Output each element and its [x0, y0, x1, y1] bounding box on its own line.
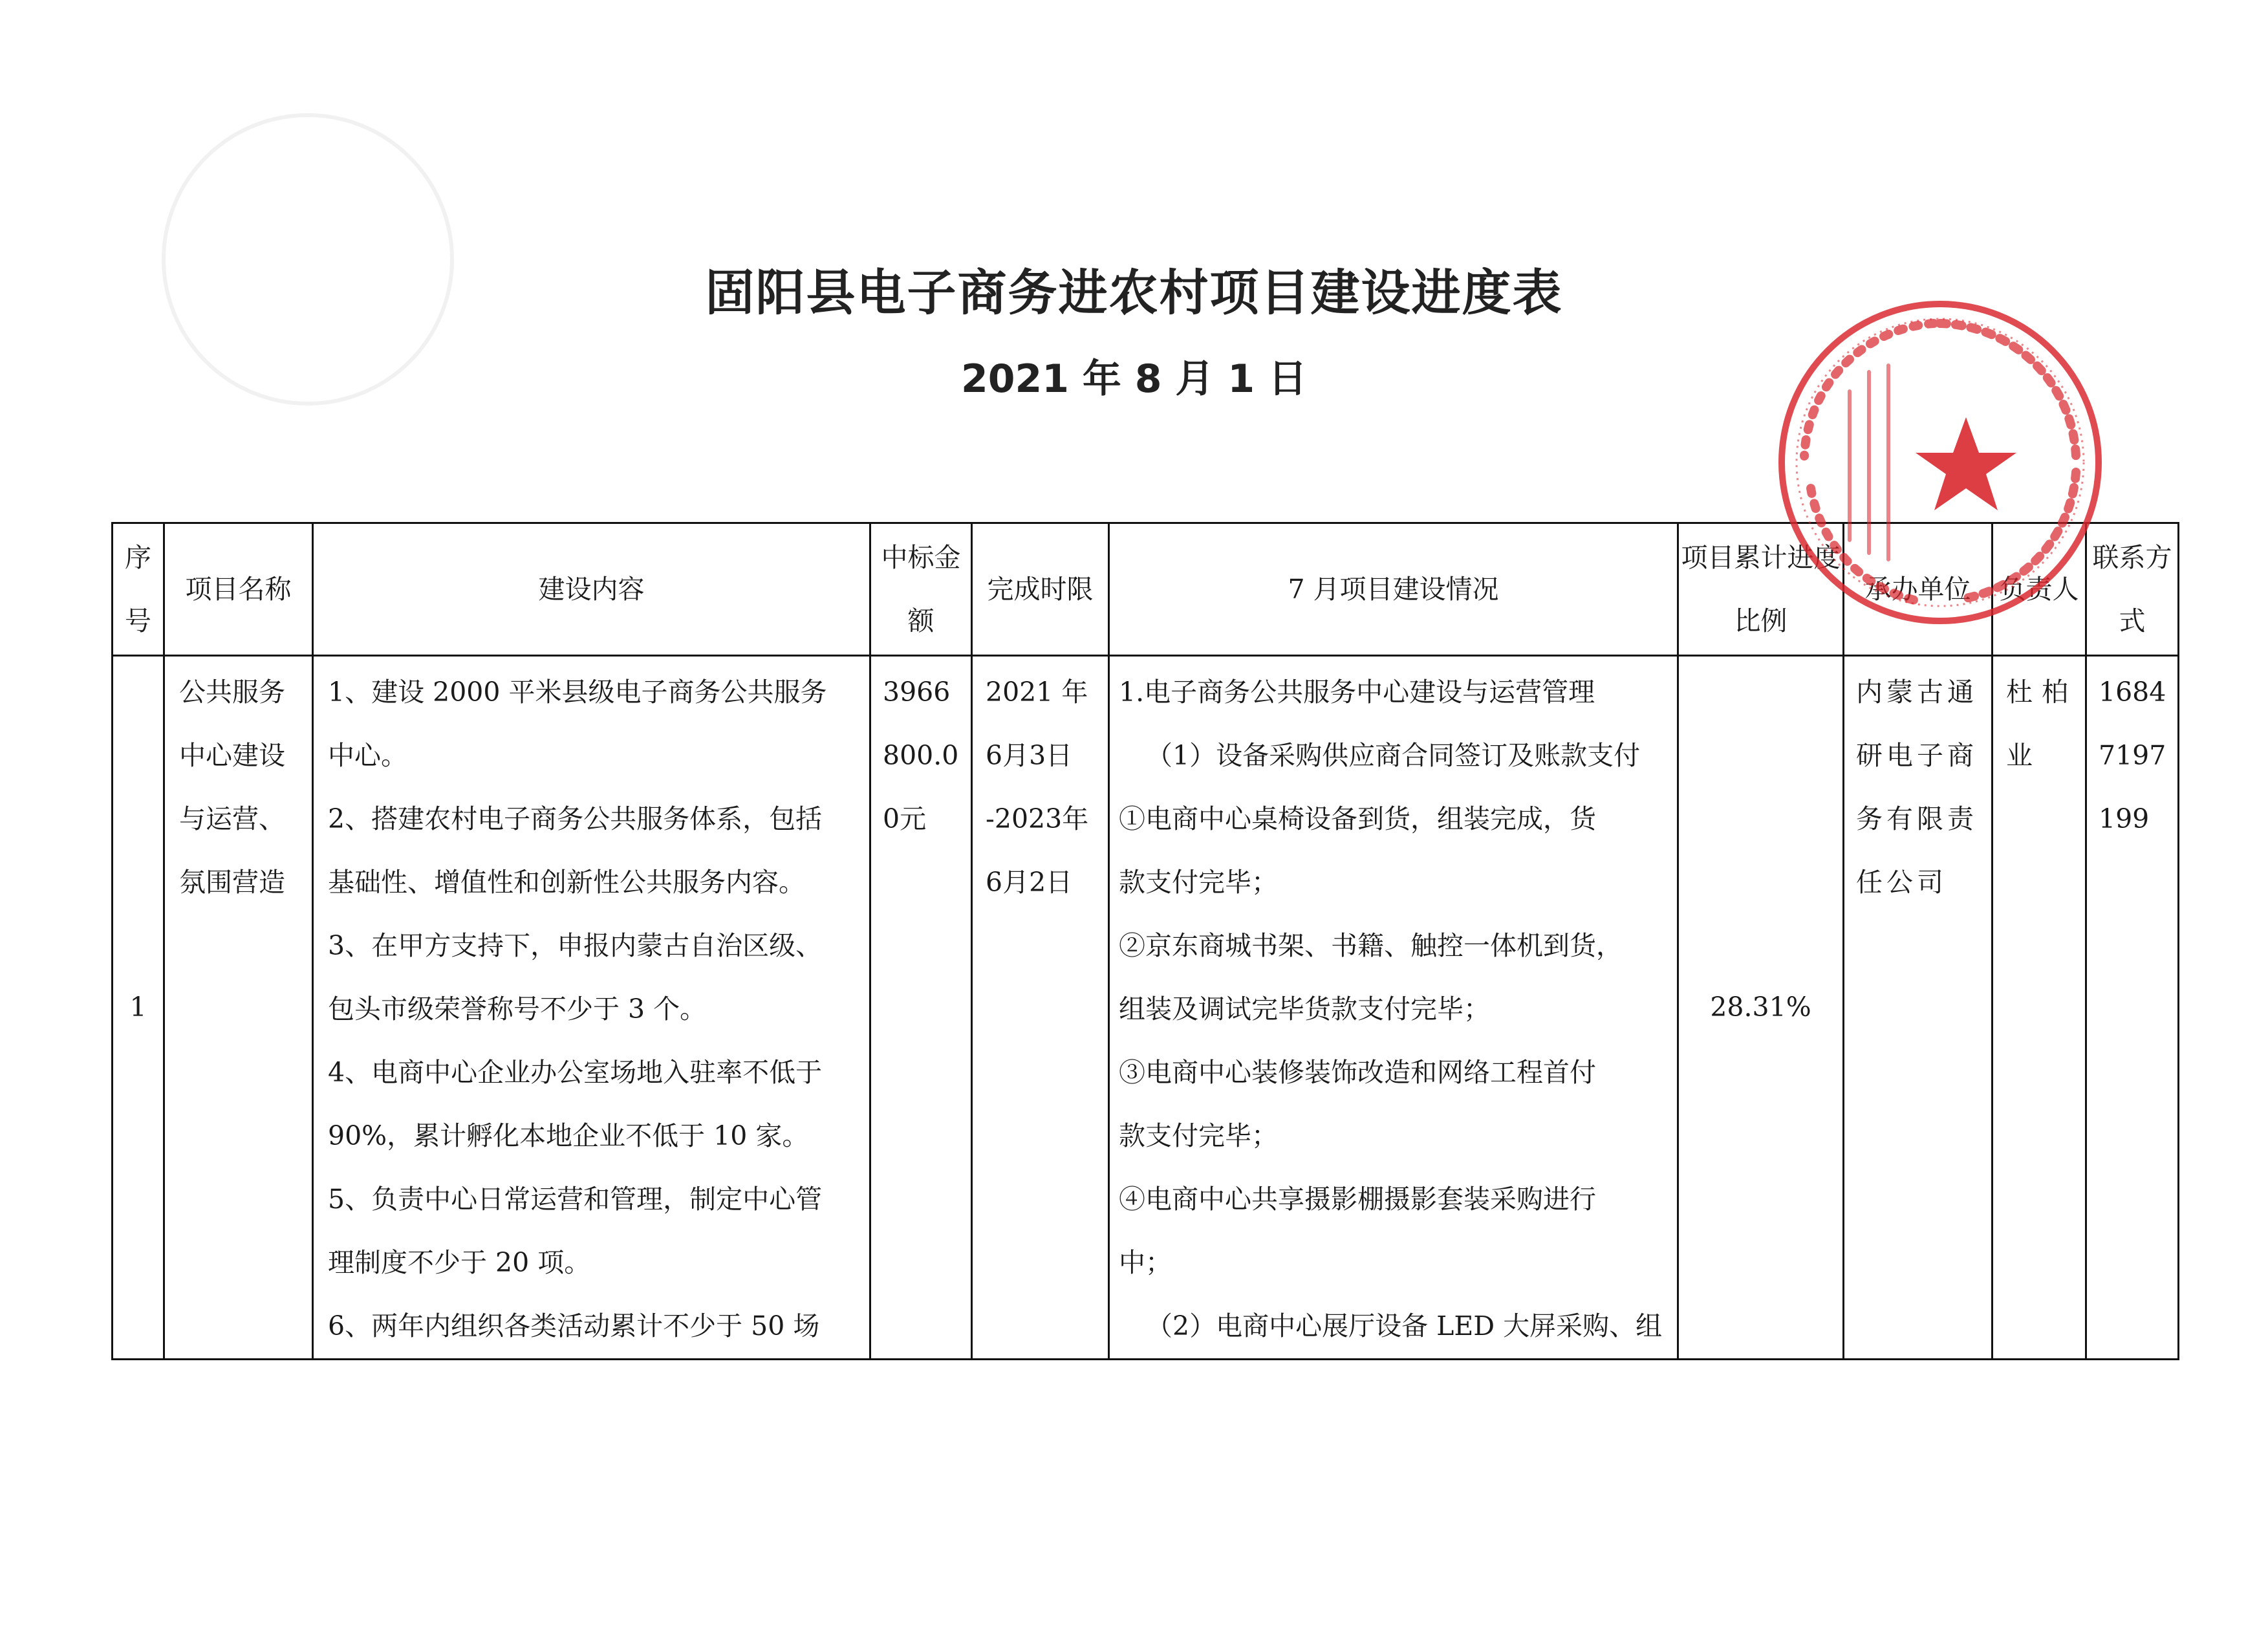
deadline-line: 6月2日: [986, 867, 1073, 898]
header-content: 建设内容: [313, 523, 870, 656]
status-line: （1）设备采购供应商合同签订及账款支付: [1146, 740, 1641, 771]
content-line: 5、负责中心日常运营和管理，制定中心管: [328, 1184, 823, 1215]
content-line: 6、两年内组织各类活动累计不少于 50 场: [328, 1310, 820, 1341]
row-person: 杜柏业: [1993, 656, 2086, 1360]
seal-vertical-script: [1850, 365, 1888, 559]
header-amount: 中标金额: [870, 523, 972, 656]
status-line: 款支付完毕；: [1119, 867, 1278, 898]
row-amount: 3966800.00元: [870, 656, 972, 1360]
report-date: 2021 年 8 月 1 日: [961, 356, 1307, 402]
header-deadline: 完成时限: [972, 523, 1109, 656]
header-organization: 承办单位: [1844, 523, 1993, 656]
row-organization: 内蒙古通研电子商务有限责任公司: [1844, 656, 1993, 1360]
header-person: 负责人: [1993, 523, 2086, 656]
seal-star: [1916, 417, 2016, 510]
content-line: 3、在甲方支持下，申报内蒙古自治区级、: [328, 930, 823, 961]
content-line: 2、搭建农村电子商务公共服务体系，包括: [328, 803, 823, 834]
status-line: ④电商中心共享摄影棚摄影套装采购进行: [1119, 1184, 1596, 1215]
content-line: 4、电商中心企业办公室场地入驻率不低于: [328, 1057, 823, 1088]
deadline-line: 6月3日: [986, 740, 1073, 771]
row-content: [313, 656, 870, 1360]
official-seal-stamp: [1772, 294, 2108, 631]
status-line: （2）电商中心展厅设备 LED 大屏采购、组: [1146, 1310, 1663, 1341]
content-line: 理制度不少于 20 项。: [328, 1247, 591, 1278]
page-title: 固阳县电子商务进农村项目建设进度表: [705, 264, 1563, 321]
status-line: 组装及调试完毕货款支付完毕；: [1119, 993, 1490, 1025]
header-index: 序号: [113, 523, 164, 656]
row-project-name: 公共服务中心建设与运营、氛围营造: [164, 656, 313, 1360]
table-row: [113, 656, 2179, 1360]
progress-table: [111, 522, 2179, 1360]
row-index: 1: [113, 656, 164, 1360]
status-line: ③电商中心装修装饰改造和网络工程首付: [1119, 1057, 1596, 1088]
row-progress: 28.31%: [1678, 656, 1844, 1360]
content-line: 基础性、增值性和创新性公共服务内容。: [328, 867, 805, 898]
header-contact: 联系方式: [2086, 523, 2179, 656]
status-line: 中；: [1119, 1247, 1172, 1278]
header-status: 7 月项目建设情况: [1109, 523, 1678, 656]
header-progress: 项目累计进度比例: [1678, 523, 1844, 656]
deadline-line: -2023年: [986, 803, 1089, 834]
content-line: 90%，累计孵化本地企业不低于 10 家。: [328, 1120, 809, 1151]
status-line: ①电商中心桌椅设备到货，组装完成，货: [1119, 803, 1596, 834]
content-line: 1、建设 2000 平米县级电子商务公共服务: [328, 677, 827, 708]
row-contact: 16847197199: [2086, 656, 2179, 1360]
deadline-line: 2021 年: [986, 677, 1088, 708]
header-project-name: 项目名称: [164, 523, 313, 656]
row-deadline: [972, 656, 1109, 1360]
status-line: 1.电子商务公共服务中心建设与运营管理: [1119, 677, 1595, 708]
row-status: [1109, 656, 1678, 1360]
content-line: 包头市级荣誉称号不少于 3 个。: [328, 993, 707, 1025]
status-line: 款支付完毕；: [1119, 1120, 1278, 1151]
status-line: ②京东商城书架、书籍、触控一体机到货，: [1119, 930, 1623, 961]
content-line: 中心。: [328, 740, 407, 771]
